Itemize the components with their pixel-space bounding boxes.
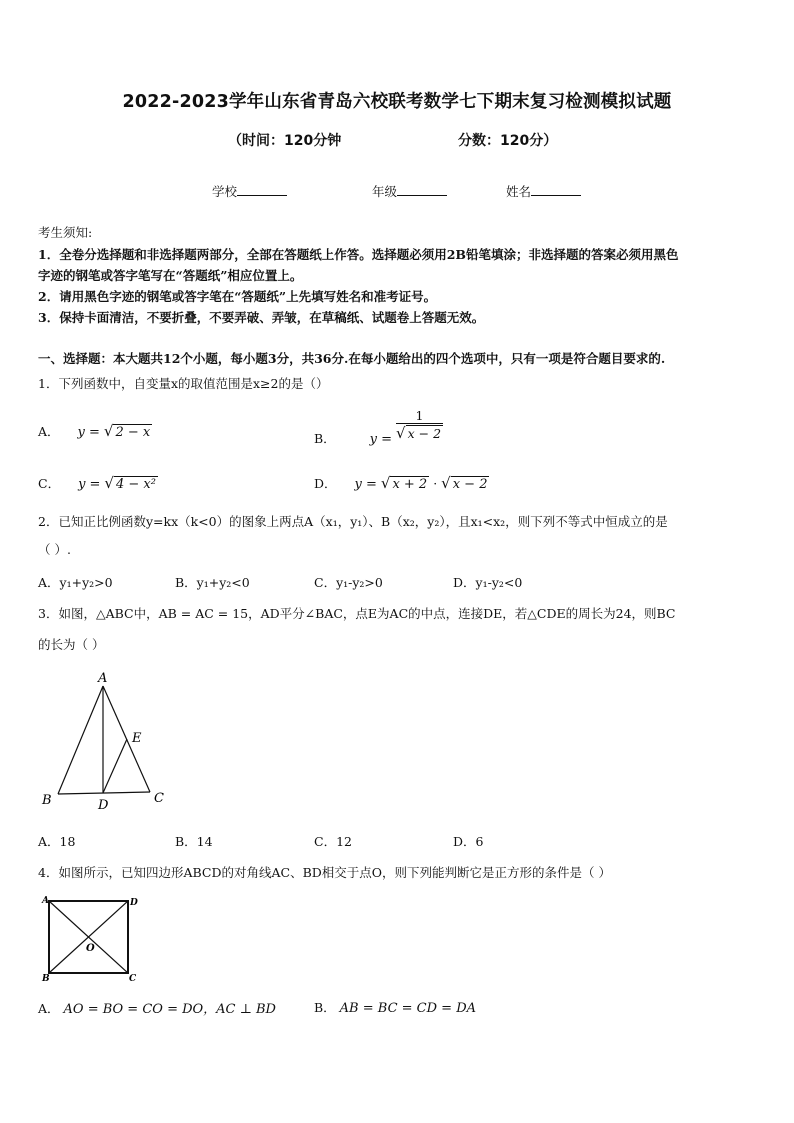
fraction: $\frac{1}{√ x - 2}$ — [396, 408, 442, 442]
q4-option-a: A． AO = BO = CO = DO，AC ⊥ BD — [38, 1001, 276, 1017]
question-3-stem: 3．如图，△ABC中，AB = AC = 15，AD平分∠BAC，点E为AC的中点，连接DE，若△CDE的周长为24，则BC — [38, 606, 676, 621]
notice-item: 2．请用黑色字迹的钢笔或答字笔在“答题纸”上先填写姓名和准考证号。 — [38, 289, 437, 304]
radicand: x + 2 — [392, 477, 428, 492]
page-title: 2022-2023学年山东省青岛六校联考数学七下期末复习检测模拟试题 — [122, 92, 672, 112]
vertex-label-b: B — [42, 793, 52, 808]
q1-option-d: D． y = √ x + 2 · √ x − 2 — [314, 474, 488, 492]
name-field — [506, 182, 581, 200]
exam-time: （时间：120分钟 — [228, 133, 342, 149]
school-field — [212, 182, 287, 200]
question-2-stem: 2．已知正比例函数y=kx（k<0）的图象上两点A（x₁，y₁）、B（x₂，y₂），且x₁<x₂，则下列不等式中恒成立的是 — [38, 514, 668, 529]
vertex-label-b: B — [42, 974, 50, 984]
center-label-o: O — [86, 943, 95, 954]
q3-option-d: D．6 — [453, 834, 484, 849]
school-blank — [237, 183, 287, 196]
exam-score: 分数：120分） — [458, 133, 558, 149]
question-3-stem-cont: 的长为（ ） — [38, 637, 105, 652]
vertex-label-c: C — [154, 791, 164, 806]
radicand: x − 2 — [452, 477, 488, 492]
vertex-label-d: D — [98, 798, 109, 813]
school-label: 学校 — [212, 184, 238, 199]
name-label: 姓名 — [506, 184, 532, 199]
q3-option-b: B．14 — [175, 834, 213, 849]
grade-label: 年级 — [372, 184, 398, 199]
q2-option-c: C．y₁-y₂>0 — [314, 575, 383, 590]
q2-option-a: A．y₁+y₂>0 — [38, 575, 113, 590]
q1-option-a: A． y = √ 2 − x — [38, 422, 151, 440]
vertex-label-e: E — [132, 731, 142, 746]
q2-option-b: B．y₁+y₂<0 — [175, 575, 250, 590]
notice-item: 3．保持卡面清洁，不要折叠，不要弄破、弄皱，在草稿纸、试题卷上答题无效。 — [38, 310, 485, 325]
triangle-figure — [36, 668, 176, 813]
grade-blank — [397, 183, 447, 196]
q1-option-c: C． y = √ 4 − x² — [38, 474, 156, 492]
q4-option-b: B． AB = BC = CD = DA — [314, 1000, 477, 1016]
radicand: 4 − x² — [115, 477, 156, 492]
question-2-stem-cont: （ ）. — [38, 542, 71, 557]
question-4-stem: 4．如图所示，已知四边形ABCD的对角线AC、BD相交于点O，则下列能判断它是正方形的条件是（ ） — [38, 865, 612, 880]
notice-item: 1．全卷分选择题和非选择题两部分，全部在答题纸上作答。选择题必须用2B铅笔填涂；非选择题的答案必须用黑色 — [38, 247, 679, 262]
vertex-label-a: A — [42, 896, 49, 906]
q1-option-b: B． y = $\frac{1}{√ x - 2}$ — [314, 408, 442, 447]
q3-option-a: A．18 — [38, 834, 76, 849]
vertex-label-a: A — [98, 671, 108, 686]
q2-option-d: D．y₁-y₂<0 — [453, 575, 523, 590]
grade-field — [372, 182, 447, 200]
section-heading: 一、选择题：本大题共12个小题，每小题3分，共36分.在每小题给出的四个选项中，只有一项是符合题目要求的. — [38, 351, 666, 366]
notice-item: 字迹的钢笔或答字笔写在“答题纸”相应位置上。 — [38, 268, 303, 283]
question-1-stem: 1．下列函数中，自变量x的取值范围是x≥2的是（） — [38, 376, 329, 391]
radicand: 2 − x — [115, 425, 151, 440]
q3-option-c: C．12 — [314, 834, 352, 849]
name-blank — [531, 183, 581, 196]
vertex-label-c: C — [129, 974, 137, 984]
notice-heading: 考生须知: — [38, 225, 93, 240]
vertex-label-d: D — [130, 898, 138, 908]
square-figure — [40, 893, 150, 985]
